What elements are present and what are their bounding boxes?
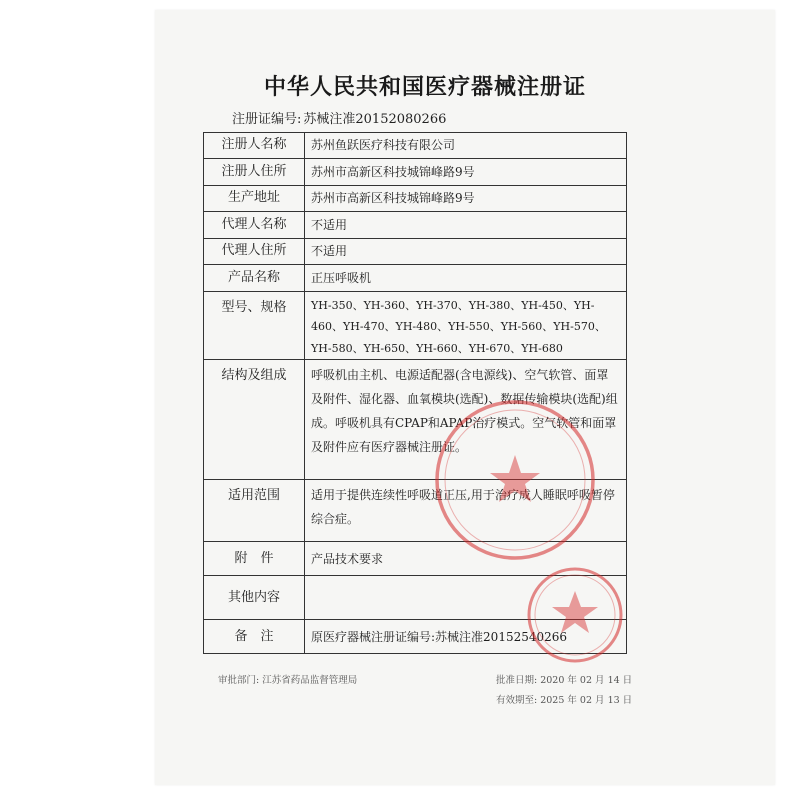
structure-label: 结构及组成 [204,360,305,480]
registration-number-label: 注册证编号: [232,112,302,127]
table-row [204,159,627,186]
agent-address-value: 不适用 [305,239,627,265]
registrant-address-value: 苏州市高新区科技城锦峰路9号 [305,159,627,186]
registrant-address-label: 注册人住所 [204,159,305,186]
agent-address-label: 代理人住所 [204,239,305,265]
remarks-label: 备 注 [204,620,305,654]
other-label: 其他内容 [204,576,305,620]
valid-until-date: 有效期至: 2025 年 02 月 13 日 [496,695,633,706]
approval-department: 审批部门: 江苏省药品监督管理局 [218,675,358,686]
scope-value: 适用于提供连续性呼吸道正压,用于治疗成人睡眠呼吸暂停综合症。 [305,480,627,542]
production-address-value: 苏州市高新区科技城锦峰路9号 [305,186,627,212]
product-name-label: 产品名称 [204,265,305,292]
table-row [204,292,627,360]
production-address-label: 生产地址 [204,186,305,212]
table-row [204,576,627,620]
table-row [204,212,627,239]
certificate-table [203,132,627,654]
document-title: 中华人民共和国医疗器械注册证 [263,74,586,100]
table-row [204,239,627,265]
table-row [204,265,627,292]
attachment-value: 产品技术要求 [305,542,627,576]
table-row [204,480,627,542]
agent-name-label: 代理人名称 [204,212,305,239]
scope-label: 适用范围 [204,480,305,542]
remarks-value: 原医疗器械注册证编号:苏械注准20152540266 [305,620,627,654]
registrant-name-label: 注册人名称 [204,133,305,159]
other-value [305,576,627,620]
registration-number [232,108,448,127]
structure-value: 呼吸机由主机、电源适配器(含电源线)、空气软管、面罩及附件、湿化器、血氧模块(选配)、数据传输模块(选配)组成。呼吸机具有CPAP和APAP治疗模式。空气软管和面罩及附件应有医疗器械注册证。 [305,360,627,480]
attachment-label: 附 件 [204,542,305,576]
registration-number-value: 苏械注准20152080266 [303,112,447,127]
table-row [204,133,627,159]
product-name-value: 正压呼吸机 [305,265,627,292]
table-row [204,620,627,654]
table-row [204,186,627,212]
approval-date: 批准日期: 2020 年 02 月 14 日 [496,675,633,686]
agent-name-value: 不适用 [305,212,627,239]
model-value: YH-350、YH-360、YH-370、YH-380、YH-450、YH-460、YH-470、YH-480、YH-550、YH-560、YH-570、YH-580、YH-650、YH-660、YH-670、YH-680 [305,292,627,360]
registrant-name-value: 苏州鱼跃医疗科技有限公司 [305,133,627,159]
table-row [204,542,627,576]
model-label: 型号、规格 [204,292,305,360]
table-row [204,360,627,480]
